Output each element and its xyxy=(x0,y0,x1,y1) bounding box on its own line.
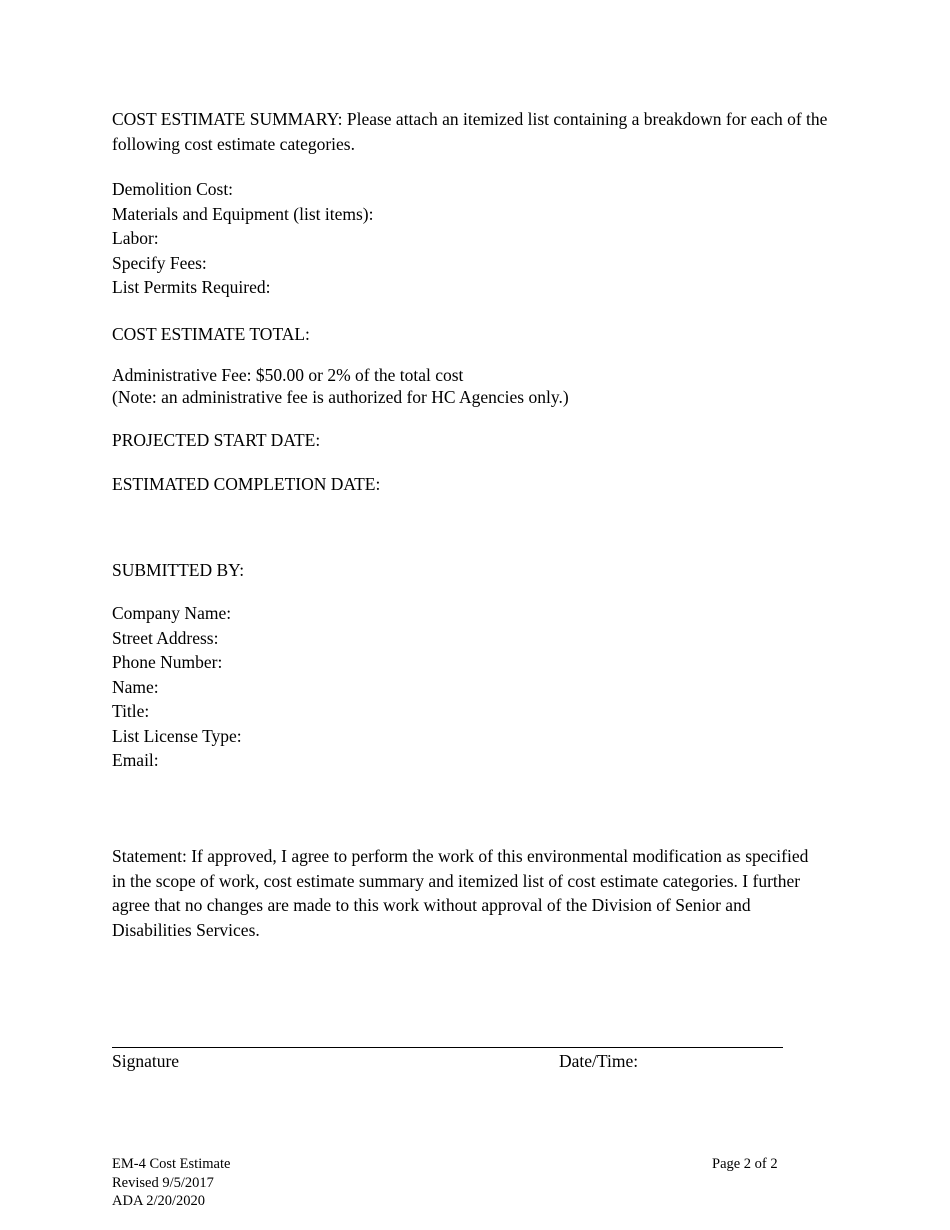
footer-revised-date: Revised 9/5/2017 xyxy=(112,1174,214,1191)
category-specify-fees: Specify Fees: xyxy=(112,252,207,273)
submitter-fields-list xyxy=(112,601,242,773)
field-title: Title: xyxy=(112,701,150,721)
signature-label: Signature xyxy=(112,1051,180,1071)
field-company-name: Company Name: xyxy=(112,603,232,623)
field-email: Email: xyxy=(112,750,159,770)
approval-statement: Statement: If approved, I agree to perform the work of this environmental modification as specified in the scope of work, cost estimate summary and itemized list of cost estimate categories. I further agree that no changes are made to this work without approval of the Division of Senior and Disabilities Services. xyxy=(112,846,809,940)
submitted-by-heading: SUBMITTED BY: xyxy=(112,560,245,580)
signature-line xyxy=(112,1047,783,1048)
projected-start-date-label: PROJECTED START DATE: xyxy=(112,430,321,450)
admin-fee-text: Administrative Fee: $50.00 or 2% of the total cost xyxy=(112,365,464,385)
cost-categories-list xyxy=(112,177,373,300)
field-street-address: Street Address: xyxy=(112,627,219,648)
category-labor: Labor: xyxy=(112,228,159,248)
field-name: Name: xyxy=(112,676,159,697)
category-materials-equipment: Materials and Equipment (list items): xyxy=(112,203,374,224)
footer-page-number: Page 2 of 2 xyxy=(712,1156,778,1172)
category-demolition-cost: Demolition Cost: xyxy=(112,179,234,199)
footer-ada-date: ADA 2/20/2020 xyxy=(112,1193,206,1209)
field-license-type: List License Type: xyxy=(112,725,242,746)
field-phone-number: Phone Number: xyxy=(112,652,223,672)
estimated-completion-date-label: ESTIMATED COMPLETION DATE: xyxy=(112,474,381,494)
footer-form-info xyxy=(112,1155,230,1211)
admin-fee-block xyxy=(112,364,569,408)
cost-estimate-total-label: COST ESTIMATE TOTAL: xyxy=(112,324,310,344)
category-permits-required: List Permits Required: xyxy=(112,277,271,297)
cost-estimate-summary-intro: COST ESTIMATE SUMMARY: Please attach an itemized list containing a breakdown for each of the following cost estimate categories. xyxy=(112,109,828,154)
footer-form-name: EM-4 Cost Estimate xyxy=(112,1156,231,1172)
admin-fee-note: (Note: an administrative fee is authorized for HC Agencies only.) xyxy=(112,387,569,407)
date-time-label: Date/Time: xyxy=(559,1051,639,1071)
